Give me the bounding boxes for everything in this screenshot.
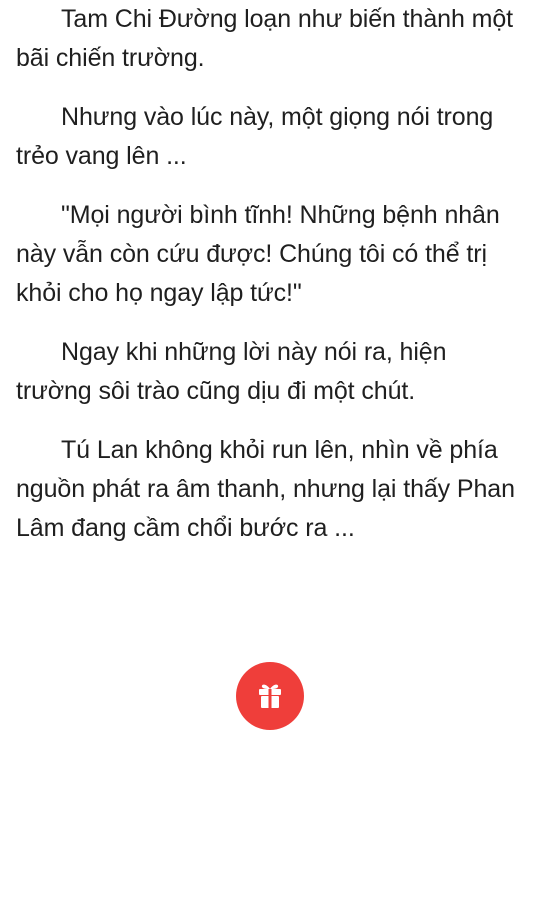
story-paragraph: "Mọi người bình tĩnh! Những bệnh nhân này vẫn còn cứu được! Chúng tôi có thể trị khỏi cho họ ngay lập tức!" [16, 201, 500, 307]
gift-icon [253, 679, 287, 713]
chapter-content [16, 0, 528, 568]
gift-button[interactable] [236, 662, 304, 730]
story-paragraph: Tam Chi Đường loạn như biến thành một bãi chiến trường. [16, 5, 513, 72]
story-paragraph: Tú Lan không khỏi run lên, nhìn về phía nguồn phát ra âm thanh, nhưng lại thấy Phan Lâm đang cầm chổi bước ra ... [16, 436, 515, 542]
story-paragraph: Nhưng vào lúc này, một giọng nói trong trẻo vang lên ... [16, 103, 494, 170]
story-paragraph: Ngay khi những lời này nói ra, hiện trường sôi trào cũng dịu đi một chút. [16, 338, 447, 405]
